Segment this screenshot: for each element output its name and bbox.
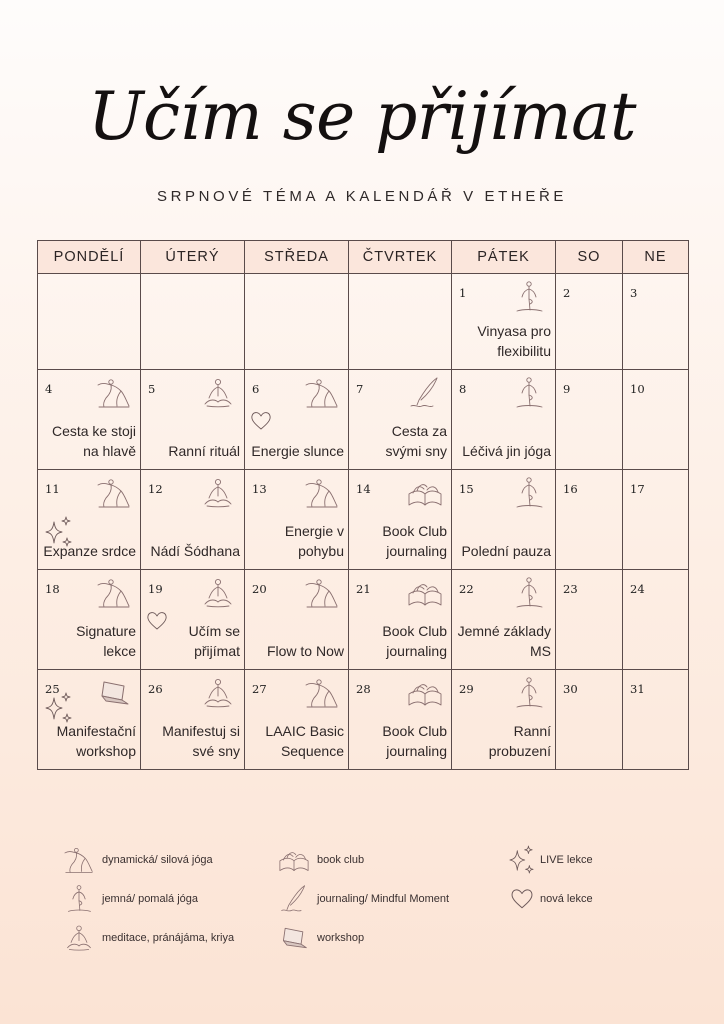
legend-label: meditace, pránájáma, kriya [102, 932, 235, 944]
weekday-wednesday: STŘEDA [245, 241, 349, 274]
weekday-thursday: ČTVRTEK [349, 241, 452, 274]
legend-item-live [508, 845, 593, 875]
day-number: 21 [356, 582, 371, 596]
day-cell-6 [245, 370, 349, 470]
day-cell-7 [349, 370, 452, 470]
yoga-tree-pose-icon [511, 376, 547, 410]
legend-item-new [510, 884, 593, 914]
event-label: Cesta ke stoji na hlavě [51, 423, 136, 459]
yoga-tree-pose-icon [511, 476, 547, 510]
heart-icon [250, 410, 272, 432]
open-book-icon [407, 476, 443, 510]
event-label: Učím se přijímat [188, 623, 240, 659]
legend-item-dynamic [62, 845, 213, 875]
day-number: 27 [252, 682, 267, 696]
day-number: 12 [148, 482, 163, 496]
day-number: 25 [45, 682, 60, 696]
legend-item-journaling [277, 884, 449, 914]
day-number: 23 [563, 582, 578, 596]
weekday-monday: PONDĚLÍ [38, 241, 141, 274]
meditation-lotus-icon [200, 676, 236, 710]
day-cell-9 [556, 370, 623, 470]
day-number: 28 [356, 682, 371, 696]
day-cell-13 [245, 470, 349, 570]
event-label: Ranní rituál [168, 443, 240, 459]
day-number: 20 [252, 582, 267, 596]
open-book-icon [407, 676, 443, 710]
yoga-dynamic-pose-icon [304, 476, 340, 510]
open-book-icon [277, 845, 311, 875]
sparkle-icon [508, 845, 534, 875]
day-cell-5 [141, 370, 245, 470]
day-cell-31 [623, 670, 689, 770]
day-cell-2 [556, 274, 623, 370]
day-number: 7 [356, 382, 364, 396]
yoga-tree-pose-icon [511, 280, 547, 314]
day-number: 13 [252, 482, 267, 496]
legend-label: journaling/ Mindful Moment [317, 893, 450, 905]
event-label: Book Club journaling [382, 623, 447, 659]
legend-item-gentle [62, 884, 198, 914]
weekday-friday: PÁTEK [452, 241, 556, 274]
day-cell-30 [556, 670, 623, 770]
event-label: Nádí Šódhana [150, 543, 240, 559]
legend-item-meditation [62, 923, 234, 953]
week-row [38, 670, 689, 770]
yoga-tree-pose-icon [62, 884, 96, 914]
day-cell-18 [38, 570, 141, 670]
day-cell-4 [38, 370, 141, 470]
event-label: Expanze srdce [43, 543, 136, 559]
legend [0, 843, 724, 963]
day-number: 17 [630, 482, 645, 496]
day-number: 14 [356, 482, 371, 496]
day-cell-empty [349, 274, 452, 370]
event-label: Cesta za svými sny [385, 423, 447, 459]
day-cell-3 [623, 274, 689, 370]
yoga-tree-pose-icon [511, 576, 547, 610]
week-row [38, 274, 689, 370]
event-label: Book Club journaling [382, 523, 447, 559]
day-cell-23 [556, 570, 623, 670]
open-book-icon [407, 576, 443, 610]
day-number: 26 [148, 682, 163, 696]
day-cell-17 [623, 470, 689, 570]
day-cell-empty [245, 274, 349, 370]
day-number: 3 [630, 286, 638, 300]
legend-label: dynamická/ silová jóga [102, 854, 213, 866]
day-cell-28 [349, 670, 452, 770]
legend-label: book club [317, 854, 365, 866]
day-number: 1 [459, 286, 467, 300]
laptop-icon [96, 676, 132, 710]
legend-label: nová lekce [540, 893, 593, 905]
meditation-lotus-icon [200, 376, 236, 410]
day-cell-21 [349, 570, 452, 670]
day-cell-24 [623, 570, 689, 670]
week-row [38, 470, 689, 570]
day-number: 24 [630, 582, 645, 596]
day-number: 6 [252, 382, 260, 396]
week-row [38, 570, 689, 670]
day-cell-25 [38, 670, 141, 770]
laptop-icon [277, 923, 311, 953]
yoga-dynamic-pose-icon [304, 676, 340, 710]
day-cell-20 [245, 570, 349, 670]
day-number: 30 [563, 682, 578, 696]
day-cell-15 [452, 470, 556, 570]
event-label: Signature lekce [76, 623, 136, 659]
yoga-dynamic-pose-icon [96, 576, 132, 610]
quill-pen-icon [407, 376, 443, 410]
day-cell-11 [38, 470, 141, 570]
day-number: 16 [563, 482, 578, 496]
weekday-tuesday: ÚTERÝ [141, 241, 245, 274]
event-label: LAAIC Basic Sequence [265, 723, 344, 759]
sparkle-icon [44, 692, 72, 724]
day-cell-22 [452, 570, 556, 670]
day-number: 10 [630, 382, 645, 396]
meditation-lotus-icon [62, 923, 96, 953]
event-label: Jemné základy MS [457, 623, 551, 659]
week-row [38, 370, 689, 470]
event-label: Vinyasa pro flexibilitu [477, 323, 551, 359]
weekday-saturday: SO [556, 241, 623, 274]
weekday-header-row [38, 241, 689, 274]
day-number: 22 [459, 582, 474, 596]
day-cell-1 [452, 274, 556, 370]
event-label: Manifestační workshop [56, 723, 136, 759]
day-number: 8 [459, 382, 467, 396]
yoga-dynamic-pose-icon [62, 845, 96, 875]
event-label: Léčivá jin jóga [462, 443, 551, 459]
weekday-sunday: NE [623, 241, 689, 274]
day-number: 19 [148, 582, 163, 596]
meditation-lotus-icon [200, 476, 236, 510]
legend-item-book [277, 845, 364, 875]
event-label: Energie v pohybu [284, 523, 344, 559]
event-label: Ranní probuzení [488, 723, 551, 759]
day-number: 2 [563, 286, 571, 300]
day-cell-27 [245, 670, 349, 770]
day-number: 5 [148, 382, 156, 396]
page-title: Učím se přijímat [87, 78, 637, 155]
day-cell-12 [141, 470, 245, 570]
legend-label: jemná/ pomalá jóga [102, 893, 199, 905]
day-cell-14 [349, 470, 452, 570]
event-label: Flow to Now [266, 643, 344, 659]
day-cell-29 [452, 670, 556, 770]
yoga-tree-pose-icon [511, 676, 547, 710]
heart-icon [510, 884, 534, 914]
event-label: Energie slunce [251, 443, 344, 459]
day-cell-16 [556, 470, 623, 570]
legend-label: workshop [317, 932, 365, 944]
day-cell-19 [141, 570, 245, 670]
legend-item-workshop [277, 923, 364, 953]
quill-pen-icon [277, 884, 311, 914]
day-number: 4 [45, 382, 53, 396]
day-cell-8 [452, 370, 556, 470]
event-label: Manifestuj si své sny [162, 723, 240, 759]
day-cell-26 [141, 670, 245, 770]
event-label: Book Club journaling [382, 723, 447, 759]
meditation-lotus-icon [200, 576, 236, 610]
calendar-table [37, 240, 689, 770]
yoga-dynamic-pose-icon [96, 476, 132, 510]
day-number: 18 [45, 582, 60, 596]
day-cell-empty [38, 274, 141, 370]
yoga-dynamic-pose-icon [304, 576, 340, 610]
event-label: Polední pauza [461, 543, 551, 559]
day-number: 31 [630, 682, 645, 696]
day-number: 9 [563, 382, 571, 396]
yoga-dynamic-pose-icon [96, 376, 132, 410]
day-cell-10 [623, 370, 689, 470]
yoga-dynamic-pose-icon [304, 376, 340, 410]
day-cell-empty [141, 274, 245, 370]
legend-label: LIVE lekce [540, 854, 593, 866]
day-number: 11 [45, 482, 60, 496]
day-number: 15 [459, 482, 474, 496]
page-subtitle: SRPNOVÉ TÉMA A KALENDÁŘ V ETHEŘE [156, 188, 567, 205]
day-number: 29 [459, 682, 474, 696]
